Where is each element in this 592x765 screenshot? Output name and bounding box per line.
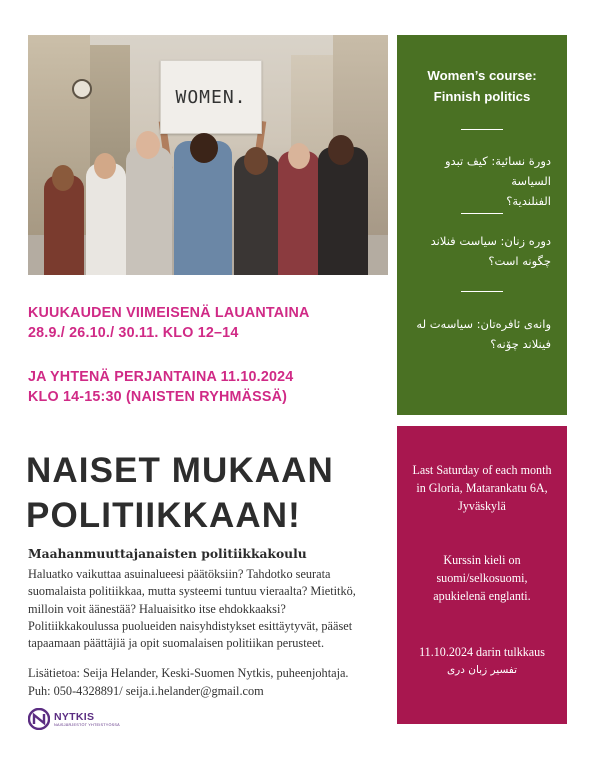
arabic-line-2: الفنلندية؟ bbox=[506, 194, 551, 208]
kurdish-line-1: وانەی ئافرەتان: سیاسەت لە bbox=[416, 317, 551, 331]
location-line-1: Last Saturday of each month bbox=[412, 463, 552, 477]
main-title-line-2: POLITIIKKAAN! bbox=[26, 496, 301, 535]
logo-name: NYTKIS bbox=[54, 710, 95, 723]
language-box bbox=[397, 35, 567, 415]
description-line: Haluatko vaikuttaa asuinalueesi päätöksiin? Tahdotko seurata bbox=[28, 567, 331, 581]
main-title bbox=[26, 448, 334, 538]
divider bbox=[461, 213, 503, 214]
interpretation-line-2: تفسیر زبان دری bbox=[446, 664, 518, 676]
subtitle: Maahanmuuttajanaisten politiikkakoulu bbox=[28, 546, 307, 561]
contact-person: Lisätietoa: Seija Helander, Keski-Suomen Nytkis, puheenjohtaja. bbox=[28, 666, 349, 680]
arabic-line-1: دورة نسائية: كيف تبدو السياسة bbox=[444, 154, 551, 188]
person-4-head bbox=[190, 133, 218, 163]
description-line: suomalaista politiikkaa, mutta systeemi tuntuu vieraalta? Mietitkö, bbox=[28, 584, 356, 599]
arabic-text bbox=[411, 151, 551, 211]
interpretation-info bbox=[397, 643, 567, 679]
person-3-head bbox=[136, 131, 160, 159]
course-title-line-2: Finnish politics bbox=[433, 89, 531, 104]
description-line: tapaamaan päättäjiä ja opit suomalaisen politiikan perusteet. bbox=[28, 636, 325, 651]
person-1-head bbox=[52, 165, 74, 191]
language-line-3: apukielenä englanti. bbox=[433, 589, 531, 603]
location-line-3: Jyväskylä bbox=[458, 499, 506, 513]
logo-tagline: NAISJÄRJESTÖT YHTEISTYÖSSÄ bbox=[54, 722, 120, 727]
location-info bbox=[397, 461, 567, 515]
person-2-head bbox=[94, 153, 116, 179]
person-7 bbox=[318, 147, 368, 275]
divider bbox=[461, 291, 503, 292]
person-6-head bbox=[288, 143, 310, 169]
schedule-line-1: KUUKAUDEN VIIMEISENÄ LAUANTAINA bbox=[28, 305, 310, 321]
interpretation-line-1: 11.10.2024 darin tulkkaus bbox=[419, 645, 545, 659]
clock-icon bbox=[72, 79, 92, 99]
kurdish-line-2: فینلاند چۆنە؟ bbox=[490, 337, 551, 351]
contact-phone-email: Puh: 050-4328891/ seija.i.helander@gmail.com bbox=[28, 683, 264, 698]
person-7-head bbox=[328, 135, 354, 165]
nytkis-logo bbox=[28, 708, 120, 730]
contact-info bbox=[28, 665, 349, 701]
person-5-head bbox=[244, 147, 268, 175]
language-line-2: suomi/selkosuomi, bbox=[436, 571, 528, 585]
hero-photo bbox=[28, 35, 388, 275]
persian-line-1: دوره زنان: سیاست فنلاند bbox=[430, 234, 551, 248]
description-line: milloin voit äänestää? Haluaisitko itse ehdokkaaksi? bbox=[28, 601, 286, 616]
main-title-line-1: NAISET MUKAAN bbox=[26, 451, 334, 490]
language-line-1: Kurssin kieli on bbox=[443, 553, 521, 567]
course-title-line-1: Women’s course: bbox=[427, 68, 537, 83]
persian-text bbox=[411, 231, 551, 271]
friday-line-2: KLO 14-15:30 (NAISTEN RYHMÄSSÄ) bbox=[28, 389, 288, 405]
description bbox=[28, 566, 398, 652]
persian-line-2: چگونه است؟ bbox=[488, 254, 551, 268]
language-info bbox=[397, 551, 567, 605]
info-box bbox=[397, 426, 567, 724]
friday-line-1: JA YHTENÄ PERJANTAINA 11.10.2024 bbox=[28, 369, 294, 385]
person-2 bbox=[86, 163, 126, 275]
divider bbox=[461, 129, 503, 130]
description-line: Politiikkakoulussa puolueiden naisyhdistykset esittäytyvät, pääset bbox=[28, 618, 353, 633]
location-line-2: in Gloria, Matarankatu 6A, bbox=[416, 481, 548, 495]
kurdish-text bbox=[411, 314, 551, 354]
protest-sign bbox=[160, 60, 262, 134]
schedule-line-2: 28.9./ 26.10./ 30.11. KLO 12–14 bbox=[28, 325, 239, 341]
nytkis-logo-icon bbox=[28, 708, 50, 730]
person-6 bbox=[278, 151, 320, 275]
sign-text: WOMEN. bbox=[175, 86, 247, 108]
person-3 bbox=[126, 147, 172, 275]
